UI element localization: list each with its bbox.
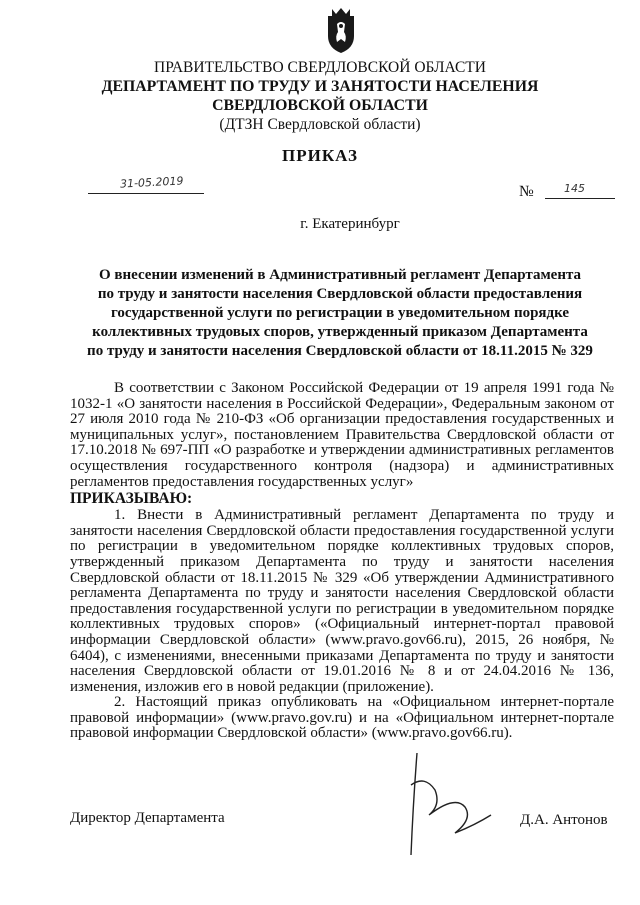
government-name: ПРАВИТЕЛЬСТВО СВЕРДЛОВСКОЙ ОБЛАСТИ [154, 59, 486, 76]
order-word: ПРИКАЗЫВАЮ: [70, 490, 193, 508]
department-name-line1: ДЕПАРТАМЕНТ ПО ТРУДУ И ЗАНЯТОСТИ НАСЕЛЕНИЯ [101, 78, 539, 95]
date-underline [88, 193, 204, 194]
document-title: ПРИКАЗ [282, 146, 358, 165]
document-body [70, 381, 614, 742]
coat-of-arms-icon [322, 6, 360, 54]
handwritten-number: 145 [564, 182, 585, 195]
subject-line: по труду и занятости населения Свердловской области предоставления [97, 286, 583, 302]
handwritten-signature-icon [395, 745, 505, 865]
order-item-1: 1. Внести в Административный регламент Департамента по труду и занятости населения Свердловской области предоставления государственной услуги по регистрации в уведомительном порядке коллективных трудовых споров, утвержденный приказом Департамента по труду и занятости населения Свердловской области от 18.11.2015 № 329 «Об утверждении Административного регламента Департамента по труду и занятости населения Свердловской области предоставления государственной услуги по регистрации в уведомительном порядке коллективных трудовых споров» («Официальный интернет-портал правовой информации Свердловской области» (www.pravo.gov66.ru), 2015, 26 ноября, № 6404), с изменениями, внесенными приказами Департамента по труду и занятости населения Свердловской области от 19.01.2016 № 8 и от 24.04.2016 № 136, изменения, изложив его в новой редакции (приложение). [70, 507, 614, 695]
signatory-name: Д.А. Антонов [520, 812, 608, 828]
preamble-paragraph: В соответствии с Законом Российской Федерации от 19 апреля 1991 года № 1032-1 «О занятости населения в Российской Федерации», Федеральным законом от 27 июля 2010 года № 210-ФЗ «Об организации предоставления государственных и муниципальных услуг», постановлением Правительства Свердловской области от 17.10.2018 № 697-ПП «О разработке и утверждении административных регламентов осуществления государственного контроля (надзора) и административных регламентов предоставления государственных услуг» [70, 380, 614, 490]
department-name-line2: СВЕРДЛОВСКОЙ ОБЛАСТИ [212, 97, 428, 114]
number-label: № [519, 183, 534, 200]
number-underline [545, 198, 615, 199]
subject-line: по труду и занятости населения Свердловской области от 18.11.2015 № 329 [87, 343, 593, 359]
city: г. Екатеринбург [300, 216, 400, 232]
subject-line: О внесении изменений в Административный регламент Департамента [98, 267, 582, 283]
order-item-2: 2. Настоящий приказ опубликовать на «Официальном интернет-портале правовой информации» (www.pravo.gov.ru) и на «Официальном интернет-портале правовой информации Свердловской области» (www.pravo.gov66.ru). [70, 694, 614, 742]
department-abbreviation: (ДТЗН Свердловской области) [219, 116, 421, 133]
subject-line: государственной услуги по регистрации в уведомительном порядке [110, 305, 570, 321]
handwritten-date: 31-05.2019 [119, 174, 184, 191]
order-subject [60, 266, 620, 361]
signatory-title: Директор Департамента [70, 810, 225, 826]
subject-line: коллективных трудовых споров, утвержденный приказом Департамента [92, 324, 588, 340]
